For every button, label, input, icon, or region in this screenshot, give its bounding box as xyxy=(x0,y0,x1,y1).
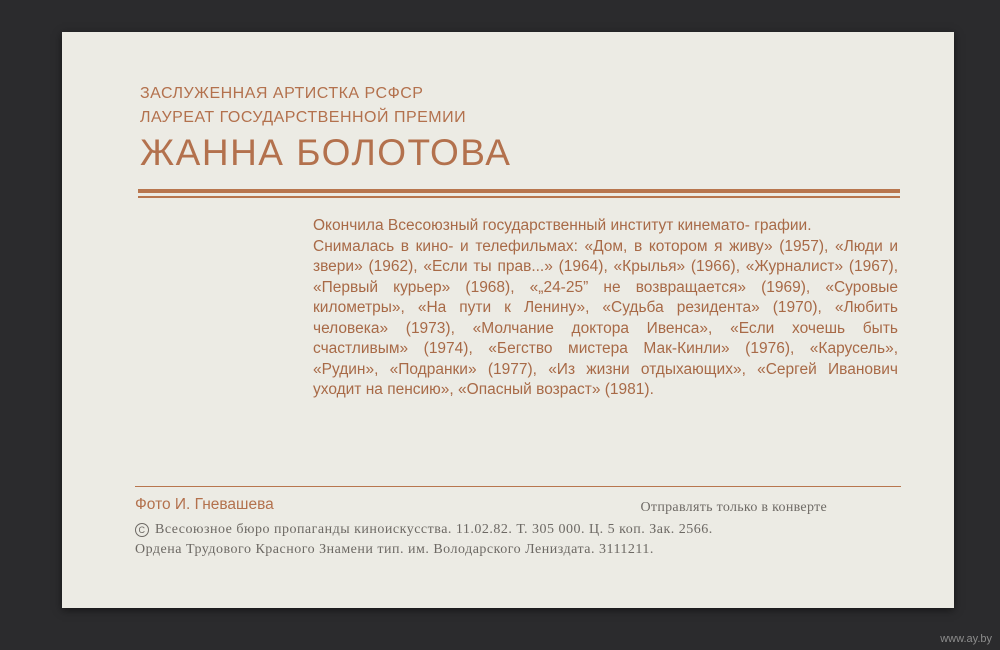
divider-thin xyxy=(138,196,900,198)
imprint-line-2: Ордена Трудового Красного Знамени тип. им. Володарского Лениздата. 3111211. xyxy=(135,542,654,557)
bio-filmography: Снималась в кино- и телефильмах: «Дом, в котором я живу» (1957), «Люди и звери» (1962), «Если ты прав...» (1964), «Крылья» (1966), «Журналист» (1967), «Первый курьер» (1968), «„24-25” не возвращается» (1969), «Суровые километры», «На пути к Ленину», «Судьба резидента» (1970), «Любить человека» (1973), «Молчание доктора Ивенса», «Если хочешь быть счастливым» (1974), «Бегство мистера Мак-Кинли» (1976), «Карусель», «Рудин», «Подранки» (1977), «Из жизни отдыхающих», «Сергей Иванович уходит на пенсию», «Опасный возраст» (1981). xyxy=(313,237,898,398)
postcard xyxy=(62,32,954,608)
copyright-icon: С xyxy=(135,523,149,537)
imprint xyxy=(135,520,713,560)
imprint-line-1: С Всесоюзное бюро пропаганды киноискусства. 11.02.82. Т. 305 000. Ц. 5 коп. Зак. 2566. xyxy=(135,520,713,540)
watermark: www.ay.by xyxy=(940,633,992,645)
photo-credit: Фото И. Гневашева xyxy=(135,496,274,513)
title-laureate: ЛАУРЕАТ ГОСУДАРСТВЕННОЙ ПРЕМИИ xyxy=(140,109,467,126)
send-note: Отправлять только в конверте xyxy=(640,500,827,515)
divider-thick xyxy=(138,189,900,193)
footer-divider xyxy=(135,486,901,487)
biography xyxy=(313,216,898,401)
title-honor: ЗАСЛУЖЕННАЯ АРТИСТКА РСФСР xyxy=(140,85,424,102)
bio-education: Окончила Всесоюзный государственный институт кинемато- графии. xyxy=(313,217,812,234)
actress-name: ЖАННА БОЛОТОВА xyxy=(140,132,512,173)
